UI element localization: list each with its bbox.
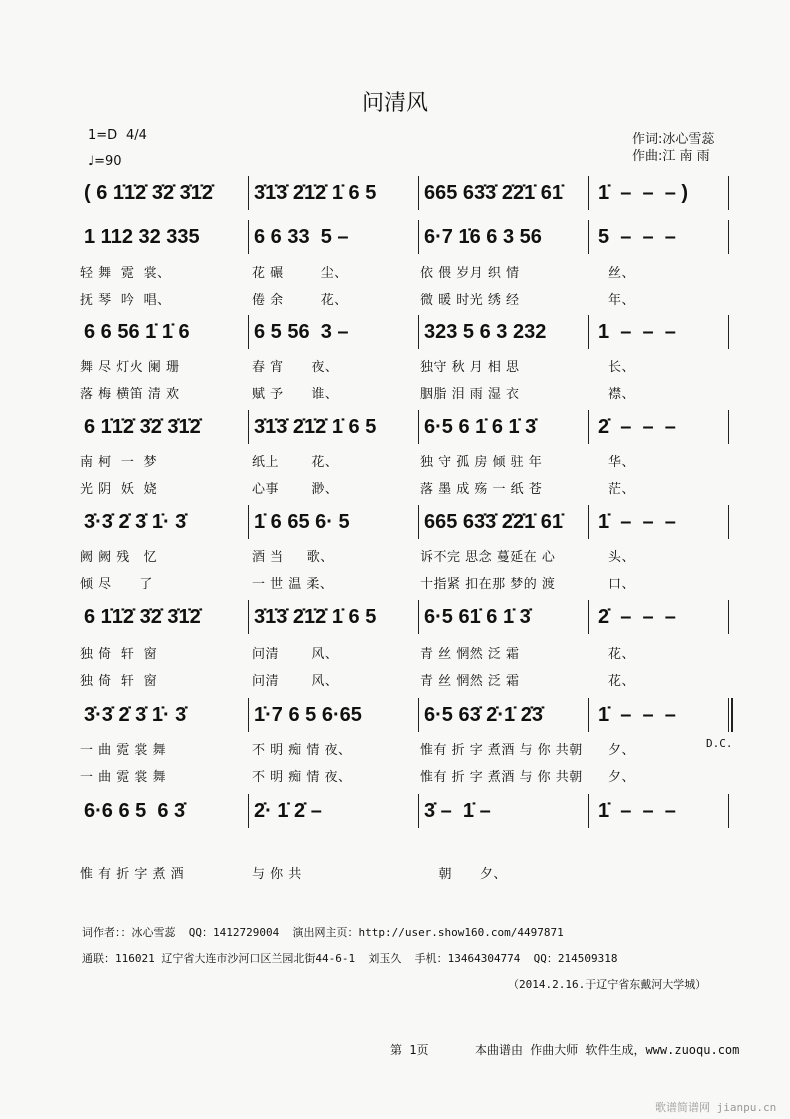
lyric-line: [80, 863, 740, 883]
lyric-segment: 年、: [608, 293, 636, 308]
barline: [728, 698, 733, 732]
lyric-line: [80, 739, 740, 759]
barline: [418, 505, 419, 539]
measure: 665 63̇3̇ 2̇2̇1̇ 61̇: [424, 182, 564, 204]
barline: [728, 505, 729, 539]
lyric-segment: 阙 阙 残 忆: [80, 550, 158, 565]
barline: [418, 220, 419, 254]
da-capo-mark: D.C.: [706, 737, 733, 750]
lyric-segment: 惟有 折 字 煮酒 与 你 共朝: [420, 770, 583, 785]
barline: [588, 315, 589, 349]
lyric-segment: 落 梅 横笛 清 欢: [80, 387, 180, 402]
lyric-segment: 花 碾 尘、: [252, 266, 348, 281]
barline: [588, 220, 589, 254]
lyric-line: [80, 356, 740, 376]
lyric-segment: 惟有 折 字 煮酒 与 你 共朝: [420, 743, 583, 758]
measure: 1̇ – – –: [598, 800, 676, 822]
measure: 6·5 63̇ 2̇·1̇ 2̇3̇: [424, 704, 543, 726]
lyric-segment: 长、: [608, 360, 636, 375]
measure: 6 1̇1̇2̇ 3̇2̇ 3̇1̇2̇: [84, 416, 201, 438]
footer-date: （2014.2.16.于辽宁省东戴河大学城）: [508, 978, 707, 991]
lyric-line: [80, 546, 740, 566]
barline: [588, 600, 589, 634]
barline: [588, 176, 589, 210]
lyric-segment: 青 丝 惘然 泛 霜: [420, 674, 520, 689]
lyric-line: [80, 383, 740, 403]
measure: 1̇ – – –: [598, 704, 676, 726]
staff-line: [78, 600, 732, 634]
lyric-segment: 惟 有 折 字 煮 酒: [80, 867, 185, 882]
lyric-segment: 问清 风、: [252, 674, 339, 689]
measure: 2̇ – – –: [598, 416, 676, 438]
barline: [588, 410, 589, 444]
measure: 3̇·3̇ 2̇ 3̇ 1̇· 3̇: [84, 511, 187, 533]
song-title: 问清风: [361, 91, 428, 116]
lyric-segment: 朝 夕、: [420, 867, 507, 882]
lyric-segment: 一 曲 霓 裳 舞: [80, 770, 167, 785]
barline: [728, 410, 729, 444]
lyric-segment: 依 偎 岁月 织 情: [420, 266, 520, 281]
footer-author-info: 词作者：：冰心雪蕊 QQ：1412729004 演出网主页：http://user.show160.com/4497871: [82, 926, 564, 939]
measure: 1̇ 6 65 6· 5: [254, 511, 350, 533]
footer-contact-info: 通联：116021 辽宁省大连市沙河口区兰园北街44-6-1 刘玉久 手机：13464304774 QQ：214509318: [82, 952, 618, 965]
lyric-segment: 青 丝 惘然 泛 霜: [420, 647, 520, 662]
lyric-segment: 光 阴 妖 娆: [80, 482, 158, 497]
staff-line: [78, 220, 732, 254]
barline: [588, 794, 589, 828]
lyric-segment: 独 倚 轩 窗: [80, 647, 158, 662]
measure: 1 112 32 335: [84, 226, 200, 248]
lyric-segment: 倦 余 花、: [252, 293, 348, 308]
lyric-segment: 问清 风、: [252, 647, 339, 662]
composer: 作曲:江 南 雨: [632, 149, 710, 164]
lyric-segment: 心事 渺、: [252, 482, 339, 497]
lyric-segment: 不 明 痴 情 夜、: [252, 743, 352, 758]
measure: 6 6 56 1̇ 1̇ 6: [84, 321, 190, 343]
lyric-segment: 独 守 孤 房 倾 驻 年: [420, 455, 543, 470]
measure: ( 6 1̇1̇2̇ 3̇2̇ 3̇1̇2̇: [84, 182, 213, 204]
barline: [248, 794, 249, 828]
lyric-segment: 倾 尽 了: [80, 577, 153, 592]
measure: 3̇·3̇ 2̇ 3̇ 1̇· 3̇: [84, 704, 187, 726]
measure: 6·5 61̇ 6 1̇ 3̇: [424, 606, 531, 628]
lyric-segment: 诉不完 思念 蔓延在 心: [420, 550, 556, 565]
lyric-line: [80, 643, 740, 663]
barline: [588, 698, 589, 732]
measure: 6·6 6 5 6 3̇: [84, 800, 186, 822]
measure: 6 5 56 3 –: [254, 321, 349, 343]
measure: 2̇· 1̇ 2̇ –: [254, 800, 322, 822]
lyric-segment: 微 暖 时光 绣 经: [420, 293, 520, 308]
measure: 1̇ – – –: [598, 511, 676, 533]
measure: 1̇ – – – ): [598, 182, 689, 204]
lyric-segment: 与 你 共: [252, 867, 302, 882]
barline: [418, 600, 419, 634]
measure: 3̇1̇3̇ 2̇1̇2̇ 1̇ 6 5: [254, 182, 377, 204]
barline: [248, 600, 249, 634]
staff-line: [78, 505, 732, 539]
lyric-segment: 春 宵 夜、: [252, 360, 339, 375]
barline: [248, 315, 249, 349]
barline: [418, 315, 419, 349]
lyric-segment: 夕、: [608, 743, 636, 758]
measure: 5 – – –: [598, 226, 676, 248]
lyric-segment: 赋 予 谁、: [252, 387, 339, 402]
lyric-segment: 丝、: [608, 266, 636, 281]
barline: [728, 794, 729, 828]
barline: [248, 698, 249, 732]
measure: 665 63̇3̇ 2̇2̇1̇ 61̇: [424, 511, 564, 533]
generator-credit: 本曲谱由 作曲大师 软件生成，www.zuoqu.com: [475, 1043, 740, 1057]
barline: [248, 176, 249, 210]
lyric-segment: 襟、: [608, 387, 636, 402]
lyric-line: [80, 451, 740, 471]
lyric-segment: 舞 尽 灯火 阑 珊: [80, 360, 180, 375]
barline: [248, 410, 249, 444]
lyric-segment: 独 倚 轩 窗: [80, 674, 158, 689]
barline: [728, 176, 729, 210]
barline: [418, 176, 419, 210]
staff-line: [78, 176, 732, 210]
measure: 3̇1̇3̇ 2̇1̇2̇ 1̇ 6 5: [254, 606, 377, 628]
lyric-segment: 一 世 温 柔、: [252, 577, 334, 592]
site-watermark: 歌谱简谱网 jianpu.cn: [655, 1101, 777, 1114]
barline: [588, 505, 589, 539]
barline: [728, 220, 729, 254]
measure: 6·7 1̇6 6 3 56: [424, 226, 542, 248]
lyric-segment: 头、: [608, 550, 636, 565]
barline: [418, 794, 419, 828]
lyric-segment: 胭脂 泪 雨 湿 衣: [420, 387, 520, 402]
staff-line: [78, 315, 732, 349]
lyric-segment: 华、: [608, 455, 636, 470]
lyric-segment: 一 曲 霓 裳 舞: [80, 743, 167, 758]
lyric-segment: 南 柯 一 梦: [80, 455, 158, 470]
staff-line: [78, 410, 732, 444]
lyric-line: [80, 670, 740, 690]
lyric-segment: 茫、: [608, 482, 636, 497]
lyric-segment: 花、: [608, 674, 636, 689]
lyric-segment: 花、: [608, 647, 636, 662]
measure: 6·5 6 1̇ 6 1̇ 3̇: [424, 416, 537, 438]
measure: 2̇ – – –: [598, 606, 676, 628]
measure: 3̇ – 1̇ –: [424, 800, 491, 822]
barline: [728, 600, 729, 634]
lyric-segment: 夕、: [608, 770, 636, 785]
lyric-line: [80, 766, 740, 786]
lyric-segment: 口、: [608, 577, 636, 592]
staff-line: [78, 794, 732, 828]
barline: [248, 220, 249, 254]
measure: 6 6 33 5 –: [254, 226, 349, 248]
key-signature: 1=D: [88, 128, 118, 143]
barline: [418, 698, 419, 732]
barline: [418, 410, 419, 444]
measure: 6 1̇1̇2̇ 3̇2̇ 3̇1̇2̇: [84, 606, 201, 628]
lyricist: 作词:冰心雪蕊: [632, 132, 715, 147]
lyric-segment: 不 明 痴 情 夜、: [252, 770, 352, 785]
time-signature: 4/4: [126, 128, 147, 143]
lyric-segment: 独守 秋 月 相 思: [420, 360, 520, 375]
lyric-line: [80, 573, 740, 593]
lyric-line: [80, 289, 740, 309]
measure: 1̇·7 6 5 6·65: [254, 704, 362, 726]
measure: 1 – – –: [598, 321, 676, 343]
lyric-segment: 抚 琴 吟 唱、: [80, 293, 171, 308]
lyric-segment: 落 墨 成 殇 一 纸 苍: [420, 482, 543, 497]
lyric-line: [80, 262, 740, 282]
lyric-line: [80, 478, 740, 498]
lyric-segment: 酒 当 歌、: [252, 550, 334, 565]
lyric-segment: 十指紧 扣在那 梦的 渡: [420, 577, 556, 592]
lyric-segment: 轻 舞 霓 裳、: [80, 266, 171, 281]
page-number: 第 1页: [390, 1043, 429, 1057]
tempo-marking: ♩=90: [88, 154, 122, 169]
measure: 3̇1̇3̇ 2̇1̇2̇ 1̇ 6 5: [254, 416, 377, 438]
barline: [248, 505, 249, 539]
staff-line: [78, 698, 732, 732]
measure: 323 5 6 3 232: [424, 321, 547, 343]
lyric-segment: 纸上 花、: [252, 455, 339, 470]
barline: [728, 315, 729, 349]
